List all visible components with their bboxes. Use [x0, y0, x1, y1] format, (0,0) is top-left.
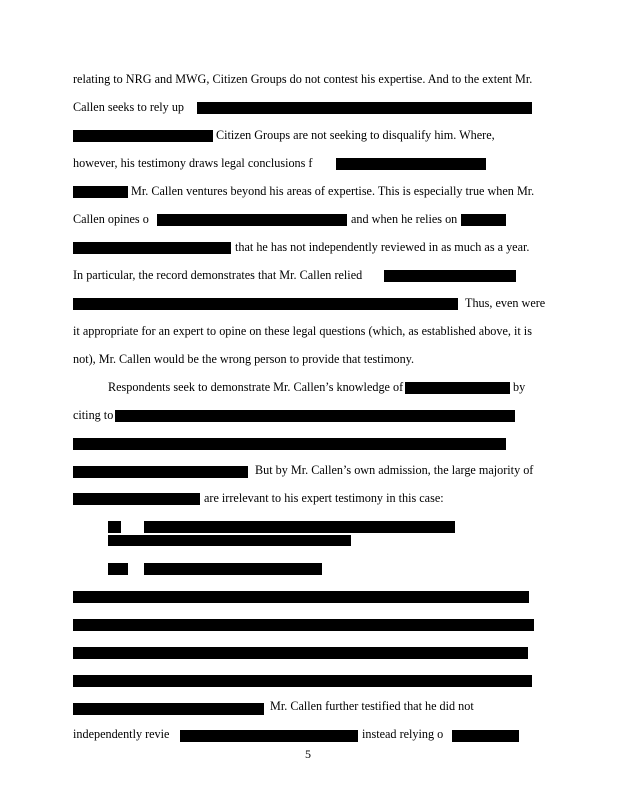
body-text-line-4: however, his testimony draws legal conclusions f [73, 156, 313, 170]
body-text-line-3: Citizen Groups are not seeking to disqualify him. Where, [216, 128, 495, 142]
redaction-bar [461, 214, 506, 226]
body-text-line-7: that he has not independently reviewed in as much as a year. [235, 240, 530, 254]
page-number: 5 [305, 747, 311, 761]
body-text-line-11: not), Mr. Callen would be the wrong person to provide that testimony. [73, 352, 415, 366]
redaction-bar [405, 382, 510, 394]
body-text-line-13: citing to [73, 408, 114, 422]
body-text-line-17a: independently revie [73, 727, 170, 741]
body-text-line-15: are irrelevant to his expert testimony in this case: [204, 491, 444, 505]
body-text-line-2: Callen seeks to rely up [73, 100, 185, 114]
redaction-bar [73, 647, 528, 659]
redaction-bar [73, 438, 506, 450]
redaction-bar [115, 410, 515, 422]
redaction-bar [73, 130, 213, 142]
redaction-bar [144, 521, 455, 533]
redaction-bar [73, 619, 534, 631]
redaction-bar [157, 214, 347, 226]
body-text-line-14: But by Mr. Callen’s own admission, the large majority of [255, 463, 534, 477]
redaction-bar [73, 493, 200, 505]
body-text-line-12a: Respondents seek to demonstrate Mr. Callen’s knowledge of [108, 380, 404, 394]
body-text-line-12b: by [513, 380, 526, 394]
redaction-bar [384, 270, 516, 282]
body-text-line-17b: instead relying o [362, 727, 444, 741]
redaction-bar [73, 675, 532, 687]
redaction-bar [197, 102, 532, 114]
redaction-bar [108, 535, 351, 546]
redaction-bar [73, 466, 248, 478]
body-text-line-1: relating to NRG and MWG, Citizen Groups do not contest his expertise. And to the extent Mr. [73, 72, 533, 86]
redaction-bar [73, 703, 264, 715]
redaction-bar [180, 730, 358, 742]
redaction-bar [108, 521, 121, 533]
redaction-bar [144, 563, 322, 575]
body-text-line-5: Mr. Callen ventures beyond his areas of expertise. This is especially true when Mr. [131, 184, 535, 198]
body-text-line-8: In particular, the record demonstrates that Mr. Callen relied [73, 268, 363, 282]
body-text-line-9: Thus, even were [465, 296, 546, 310]
redaction-bar [452, 730, 519, 742]
body-text-line-6b: and when he relies on [351, 212, 458, 226]
redaction-bar [73, 298, 458, 310]
redaction-bar [108, 563, 128, 575]
redaction-bar [73, 242, 231, 254]
redaction-bar [73, 591, 529, 603]
redaction-bar [336, 158, 486, 170]
body-text-line-10: it appropriate for an expert to opine on these legal questions (which, as established above, it is [73, 324, 532, 338]
body-text-line-16: Mr. Callen further testified that he did not [270, 699, 474, 713]
redaction-bar [73, 186, 128, 198]
body-text-line-6a: Callen opines o [73, 212, 149, 226]
